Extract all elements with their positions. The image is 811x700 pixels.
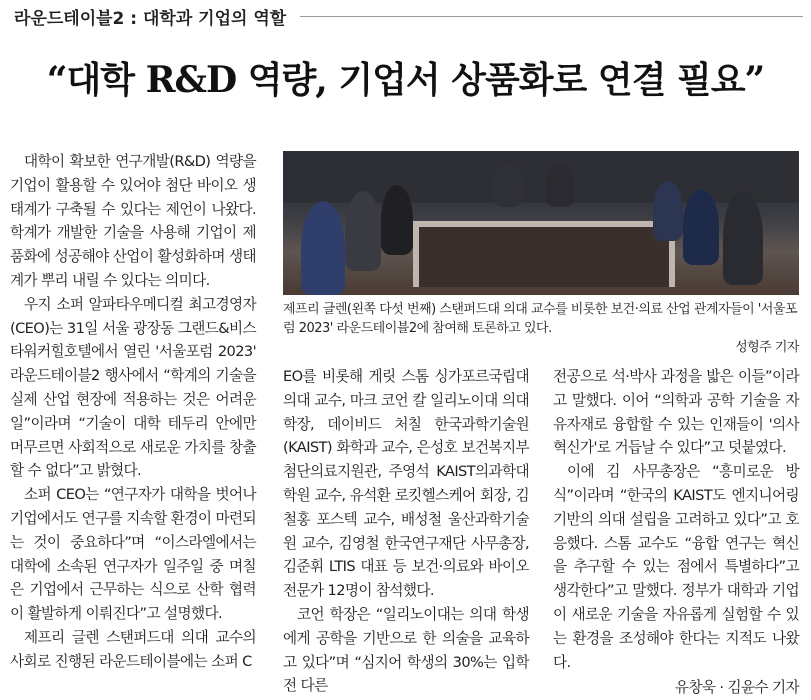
photo-credit: 성형주 기자 <box>735 340 799 355</box>
section-rubric: 라운드테이블2 : 대학과 기업의 역할 <box>14 9 287 29</box>
paragraph: 제프리 글렌 스탠퍼드대 의대 교수의 사회로 진행된 라운드테이블에는 소퍼 C <box>10 628 256 670</box>
photo-person <box>381 185 413 255</box>
byline: 유창욱 · 김윤수 기자 <box>674 679 799 697</box>
paragraph: EO를 비롯해 게릿 스톰 싱가포르국립대 의대 교수, 마크 코언 칼 일리노이대 의대 학장, 데이비드 처칠 한국과학기술원(KAIST) 화학과 교수, 은성호 보건복지부 첨단의료지원관, 주영석 KAIST의과학대학원 교수, 유석환 로킷헬스케어 회장, 김철홍 포스텍 교수, 배성철 울산과학기술원 교수, 김영철 한국연구재단 사무총장, 김준휘 LTIS 대표 등 보건·의료와 바이오 전문가 12명이 참석했다. <box>283 368 529 600</box>
photo-caption <box>283 300 799 357</box>
photo-person <box>653 181 683 241</box>
photo-person <box>723 191 763 285</box>
news-photo <box>283 151 799 295</box>
paragraph: 코언 학장은 “일리노이대는 의대 학생에게 공학을 기반으로 한 의술을 교육하고 있다”며 “심지어 학생의 30%는 입학 전 다른 <box>283 605 529 695</box>
article-column-2 <box>283 365 529 698</box>
paragraph: 소퍼 CEO는 “연구자가 대학을 벗어나 기업에서도 연구를 지속할 환경이 마련되는 것이 중요하다”며 “이스라엘에서는 대학에 소속된 연구자가 일주일 중 며칠은 기업에서 근무하는 식으로 산학 협력이 활발하게 이뤄진다”고 설명했다. <box>10 486 256 623</box>
headline: “대학 R&D 역량, 기업서 상품화로 연결 필요” <box>46 59 765 101</box>
photo-person <box>493 163 523 207</box>
paragraph: 대학이 확보한 연구개발(R&D) 역량을 기업이 활용할 수 있어야 첨단 바이오 생태계가 구축될 수 있다는 제언이 나왔다. 학계가 개발한 기술을 사용해 기업이 제품화에 성공해야 산업이 활성화하며 생태계가 뿌리 내릴 수 있다는 의미다. <box>10 153 256 289</box>
article-column-3 <box>553 365 799 700</box>
article-column-1 <box>10 150 256 674</box>
paragraph: 이에 김 사무총장은 “흥미로운 방식”이라며 “한국의 KAIST도 엔지니어링 기반의 의대 설립을 고려하고 있다”고 호응했다. 스톰 교수도 “융합 연구는 혁신을 추구할 수 있는 점에서 특별하다”고 생각한다”고 말했다. 정부가 대학과 기업이 새로운 기술을 자유롭게 실험할 수 있는 환경을 조성해야 한다는 지적도 나왔다. <box>553 463 799 671</box>
paragraph: 우지 소퍼 알파타우메디컬 최고경영자(CEO)는 31일 서울 광장동 그랜드&비스타워커힐호텔에서 열린 '서울포럼 2023' 라운드테이블2 행사에서 “학계의 기술을 실제 산업 현장에 적용하는 것은 어려운 일”이라며 “기술이 대학 테두리 안에만 머무르면 사회적으로 새로운 가치를 창출할 수 없다”고 밝혔다. <box>10 295 256 480</box>
photo-person <box>301 201 345 295</box>
photo-person <box>683 189 719 265</box>
caption-text: 제프리 글렌(왼쪽 다섯 번째) 스탠퍼드대 의대 교수를 비롯한 보건·의료 산업 관계자들이 '서울포럼 2023' 라운드테이블2에 참여해 토론하고 있다. <box>283 302 798 336</box>
photo-person <box>545 163 575 207</box>
rubric-divider <box>300 16 803 17</box>
photo-person <box>345 191 381 271</box>
paragraph: 전공으로 석·박사 과정을 밟은 이들”이라고 말했다. 이어 “의학과 공학 기술을 자유자재로 융합할 수 있는 인재들이 '의사 혁신가'로 거듭날 수 있다”고 덧붙였다. <box>553 368 799 457</box>
photo-conference-table <box>413 221 675 287</box>
